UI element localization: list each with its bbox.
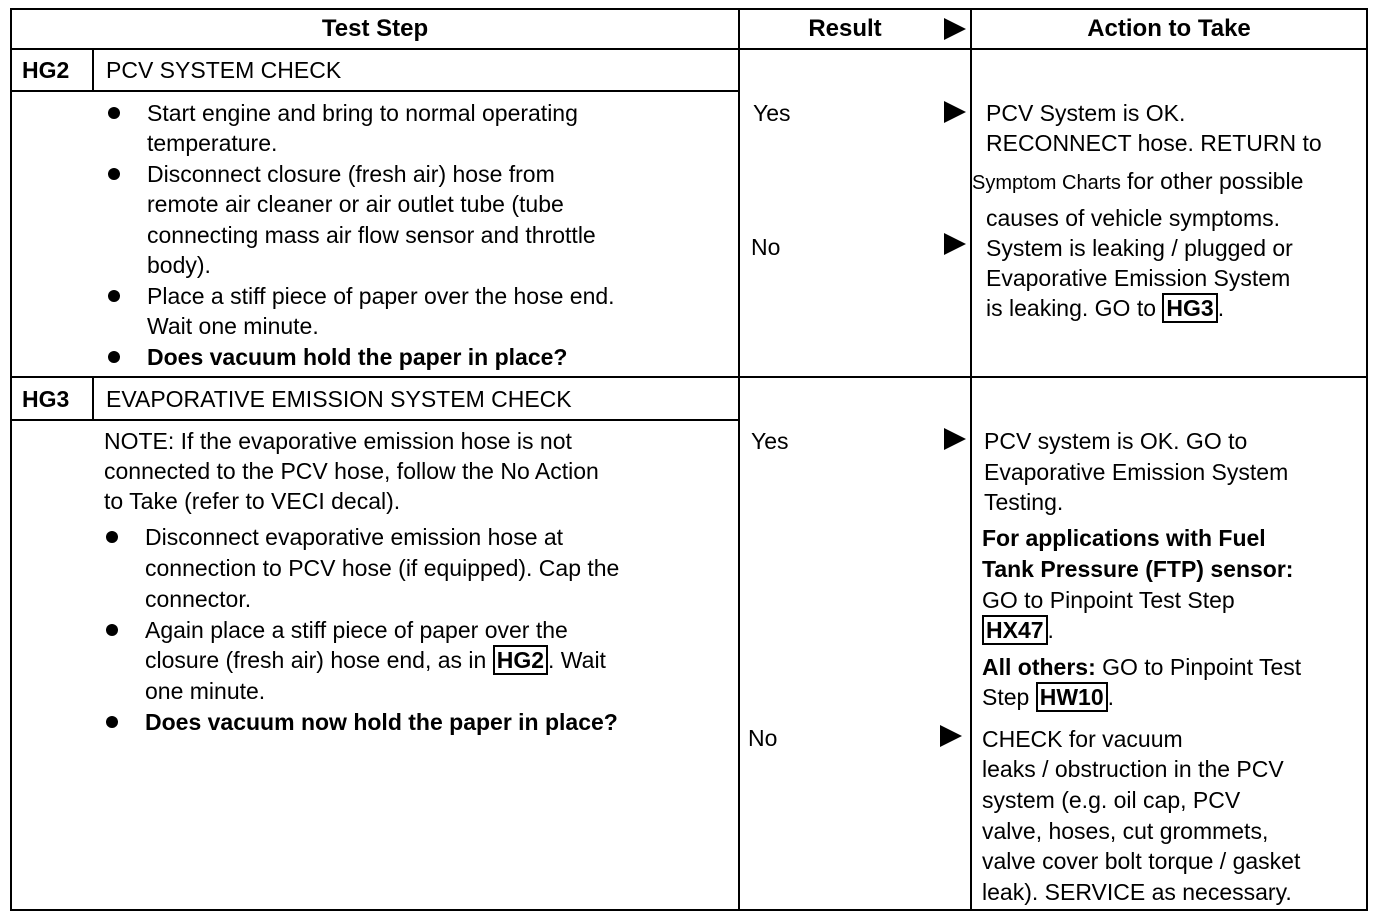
hg3-ftp-ref-line [982, 615, 1054, 646]
hg2-code: HG2 [22, 57, 70, 83]
hg2-bullet-3-line-1: Place a stiff piece of paper over the hose end. [147, 283, 615, 309]
arrow-right-icon [944, 101, 966, 123]
arrow-right-icon [944, 428, 966, 450]
header-action: Action to Take [1087, 15, 1251, 42]
hg2-bullet-2-line-3: connecting mass air flow sensor and throttle [147, 222, 596, 248]
hg3-no-line-6: leak). SERVICE as necessary. [982, 879, 1292, 905]
header-test-step: Test Step [321, 15, 429, 42]
hg2-title-bottom [10, 90, 738, 92]
hg3-others-line-2 [982, 682, 1114, 713]
hg2-action-line-6: Evaporative Emission System [986, 265, 1291, 291]
hg3-no-line-4: valve, hoses, cut grommets, [982, 818, 1269, 844]
hg2-goto-period: . [1217, 295, 1225, 321]
hg3-bullet-2-line-2 [145, 645, 606, 676]
hg3-ftp-period: . [1047, 617, 1054, 643]
hg3-bullet-2-line-3: one minute. [145, 678, 266, 704]
hg2-action-line-4: causes of vehicle symptoms. [986, 205, 1281, 231]
hg3-no-line-5: valve cover bolt torque / gasket [982, 848, 1301, 874]
hg3-ftp-line-2: Tank Pressure (FTP) sensor: [982, 556, 1294, 582]
hg3-bullet-1-line-2: connection to PCV hose (if equipped). Cap the [145, 555, 620, 581]
row-divider-hg3 [10, 376, 1368, 378]
hg3-yes-line-2: Evaporative Emission System [984, 459, 1289, 485]
table-border-right [1366, 8, 1368, 911]
hg2-bullet-3-line-2: Wait one minute. [147, 313, 319, 339]
arrow-right-icon [940, 725, 962, 747]
hg3-no-line-3: system (e.g. oil cap, PCV [982, 787, 1241, 813]
hx47-reference-link[interactable]: HX47 [982, 615, 1048, 645]
hg3-bullet-2-line-1: Again place a stiff piece of paper over the [145, 617, 568, 643]
bullet-icon [108, 168, 120, 180]
column-divider-1 [738, 8, 740, 911]
hg2-action-line-7 [986, 293, 1224, 324]
symptom-charts-suffix: for other possible [1126, 168, 1304, 194]
hg3-note-line-3: to Take (refer to VECI decal). [104, 488, 401, 514]
hg2-bullet-2-line-2: remote air cleaner or air outlet tube (tube [147, 191, 564, 217]
header-divider [10, 48, 1368, 50]
hg3-note-line-1: NOTE: If the evaporative emission hose is not [104, 428, 572, 454]
hg2-bullet-1-line-2: temperature. [147, 130, 278, 156]
hg2-action-line-3 [972, 166, 1303, 199]
hg2-bullet-2-line-4: body). [147, 252, 211, 278]
all-others-label: All others: [982, 654, 1096, 680]
hg2-reference-link[interactable]: HG2 [493, 645, 548, 675]
hg2-bullet-4: Does vacuum hold the paper in place? [147, 344, 568, 370]
hg2-action-line-2: RECONNECT hose. RETURN to [986, 130, 1322, 156]
hg3-note-line-2: connected to the PCV hose, follow the No Action [104, 458, 599, 484]
hg3-ftp-line-1: For applications with Fuel [982, 525, 1266, 551]
header-result: Result [808, 15, 882, 42]
hg2-code-divider [92, 50, 94, 92]
bullet-icon [106, 531, 118, 543]
hg3-reference-link[interactable]: HG3 [1162, 293, 1217, 323]
hg3-yes-line-1: PCV system is OK. GO to [984, 428, 1248, 454]
hg3-others-line-1 [982, 652, 1301, 683]
bullet-icon [106, 624, 118, 636]
bullet-icon [106, 716, 118, 728]
hg2-action-line-5: System is leaking / plugged or [986, 235, 1293, 261]
hg3-bullet-2-wait: . Wait [548, 647, 606, 673]
bullet-icon [108, 290, 120, 302]
hg3-result-no: No [748, 725, 778, 751]
hg2-action-line-1: PCV System is OK. [986, 100, 1186, 126]
bullet-icon [108, 351, 120, 363]
arrow-right-icon [944, 233, 966, 255]
hg3-title: EVAPORATIVE EMISSION SYSTEM CHECK [106, 386, 572, 412]
hg3-no-line-2: leaks / obstruction in the PCV [982, 756, 1284, 782]
hg2-goto-text: is leaking. GO to [986, 295, 1157, 321]
hg3-code-divider [92, 378, 94, 421]
hg3-code: HG3 [22, 386, 70, 412]
hg3-no-line-1: CHECK for vacuum [982, 726, 1183, 752]
hg2-bullet-2-line-1: Disconnect closure (fresh air) hose from [147, 161, 555, 187]
hg3-result-yes: Yes [751, 428, 789, 454]
table-border-bottom [10, 909, 1368, 911]
hg2-result-yes: Yes [753, 100, 791, 126]
hg3-bullet-1-line-1: Disconnect evaporative emission hose at [145, 524, 564, 550]
bullet-icon [108, 107, 120, 119]
hg3-others-period: . [1107, 684, 1115, 710]
header-arrow-icon [944, 18, 966, 40]
symptom-charts-text: Symptom Charts [972, 172, 1121, 194]
hg3-ftp-goto: GO to Pinpoint Test Step [982, 587, 1235, 613]
hg2-title: PCV SYSTEM CHECK [106, 57, 342, 83]
hg3-bullet-3: Does vacuum now hold the paper in place? [145, 709, 618, 735]
column-divider-2 [970, 8, 972, 911]
hg3-yes-line-3: Testing. [984, 489, 1064, 515]
all-others-goto: GO to Pinpoint Test [1095, 654, 1302, 680]
hw10-reference-link[interactable]: HW10 [1036, 682, 1108, 712]
hg3-bullet-1-line-3: connector. [145, 586, 252, 612]
hg3-bullet-2-text: closure (fresh air) hose end, as in [145, 647, 487, 673]
all-others-step: Step [982, 684, 1036, 710]
table-border-left [10, 8, 12, 911]
hg2-bullet-1-line-1: Start engine and bring to normal operating [147, 100, 578, 126]
hg3-title-bottom [10, 419, 738, 421]
hg2-result-no: No [751, 234, 781, 260]
